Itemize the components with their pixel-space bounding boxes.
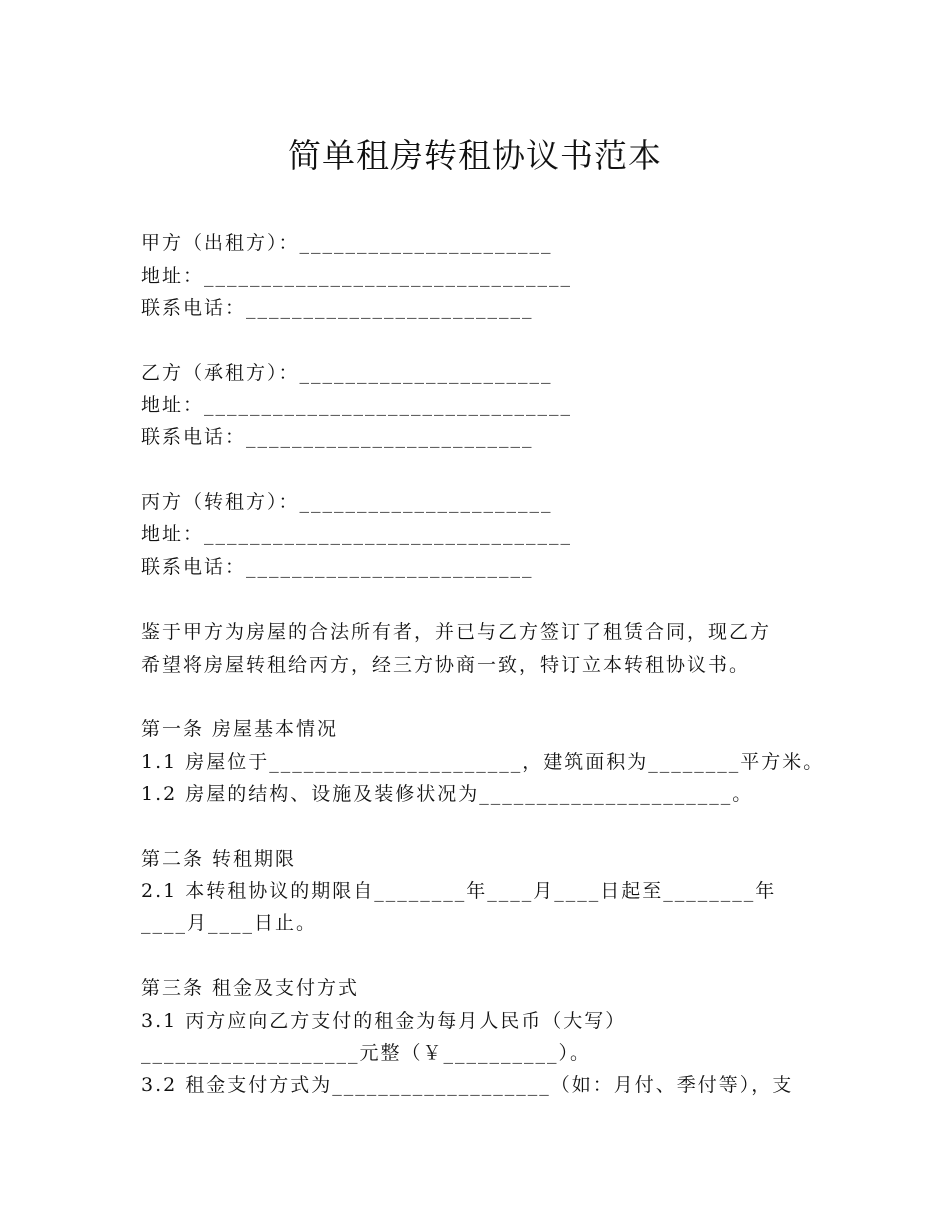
party-b-name-line: 乙方（承租方）：______________________: [141, 362, 553, 384]
article-3-heading: 第三条 租金及支付方式: [141, 977, 360, 999]
article-3-item-1-line-1: 3.1 丙方应向乙方支付的租金为每月人民币（大写）: [141, 1010, 627, 1032]
party-a-name-line: 甲方（出租方）：______________________: [141, 232, 553, 254]
party-b-address-line: 地址：________________________________: [141, 394, 573, 416]
article-2-item-1-line-2: ____月____日止。: [141, 912, 318, 934]
party-a-address-line: 地址：________________________________: [141, 265, 573, 287]
preamble-line-2: 希望将房屋转租给丙方，经三方协商一致，特订立本转租协议书。: [141, 654, 751, 676]
party-a-phone-line: 联系电话：_________________________: [141, 297, 534, 319]
article-1-item-1: 1.1 房屋位于______________________，建筑面积为________平方米。: [141, 751, 825, 773]
article-1-item-2: 1.2 房屋的结构、设施及装修状况为______________________。: [141, 783, 754, 805]
party-c-name-line: 丙方（转租方）：______________________: [141, 491, 553, 513]
article-3-item-1-line-2: ___________________元整（￥__________）。: [141, 1042, 592, 1064]
article-2-heading: 第二条 转租期限: [141, 848, 297, 870]
party-c-phone-line: 联系电话：_________________________: [141, 556, 534, 578]
party-c-address-line: 地址：________________________________: [141, 523, 573, 545]
preamble-line-1: 鉴于甲方为房屋的合法所有者，并已与乙方签订了租赁合同，现乙方: [141, 621, 772, 643]
document-title: 简单租房转租协议书范本: [288, 136, 662, 175]
article-3-item-2-line-1: 3.2 租金支付方式为___________________（如：月付、季付等），支: [141, 1074, 794, 1096]
article-2-item-1-line-1: 2.1 本转租协议的期限自________年____月____日起至________年: [141, 880, 777, 902]
article-1-heading: 第一条 房屋基本情况: [141, 718, 339, 740]
party-b-phone-line: 联系电话：_________________________: [141, 426, 534, 448]
